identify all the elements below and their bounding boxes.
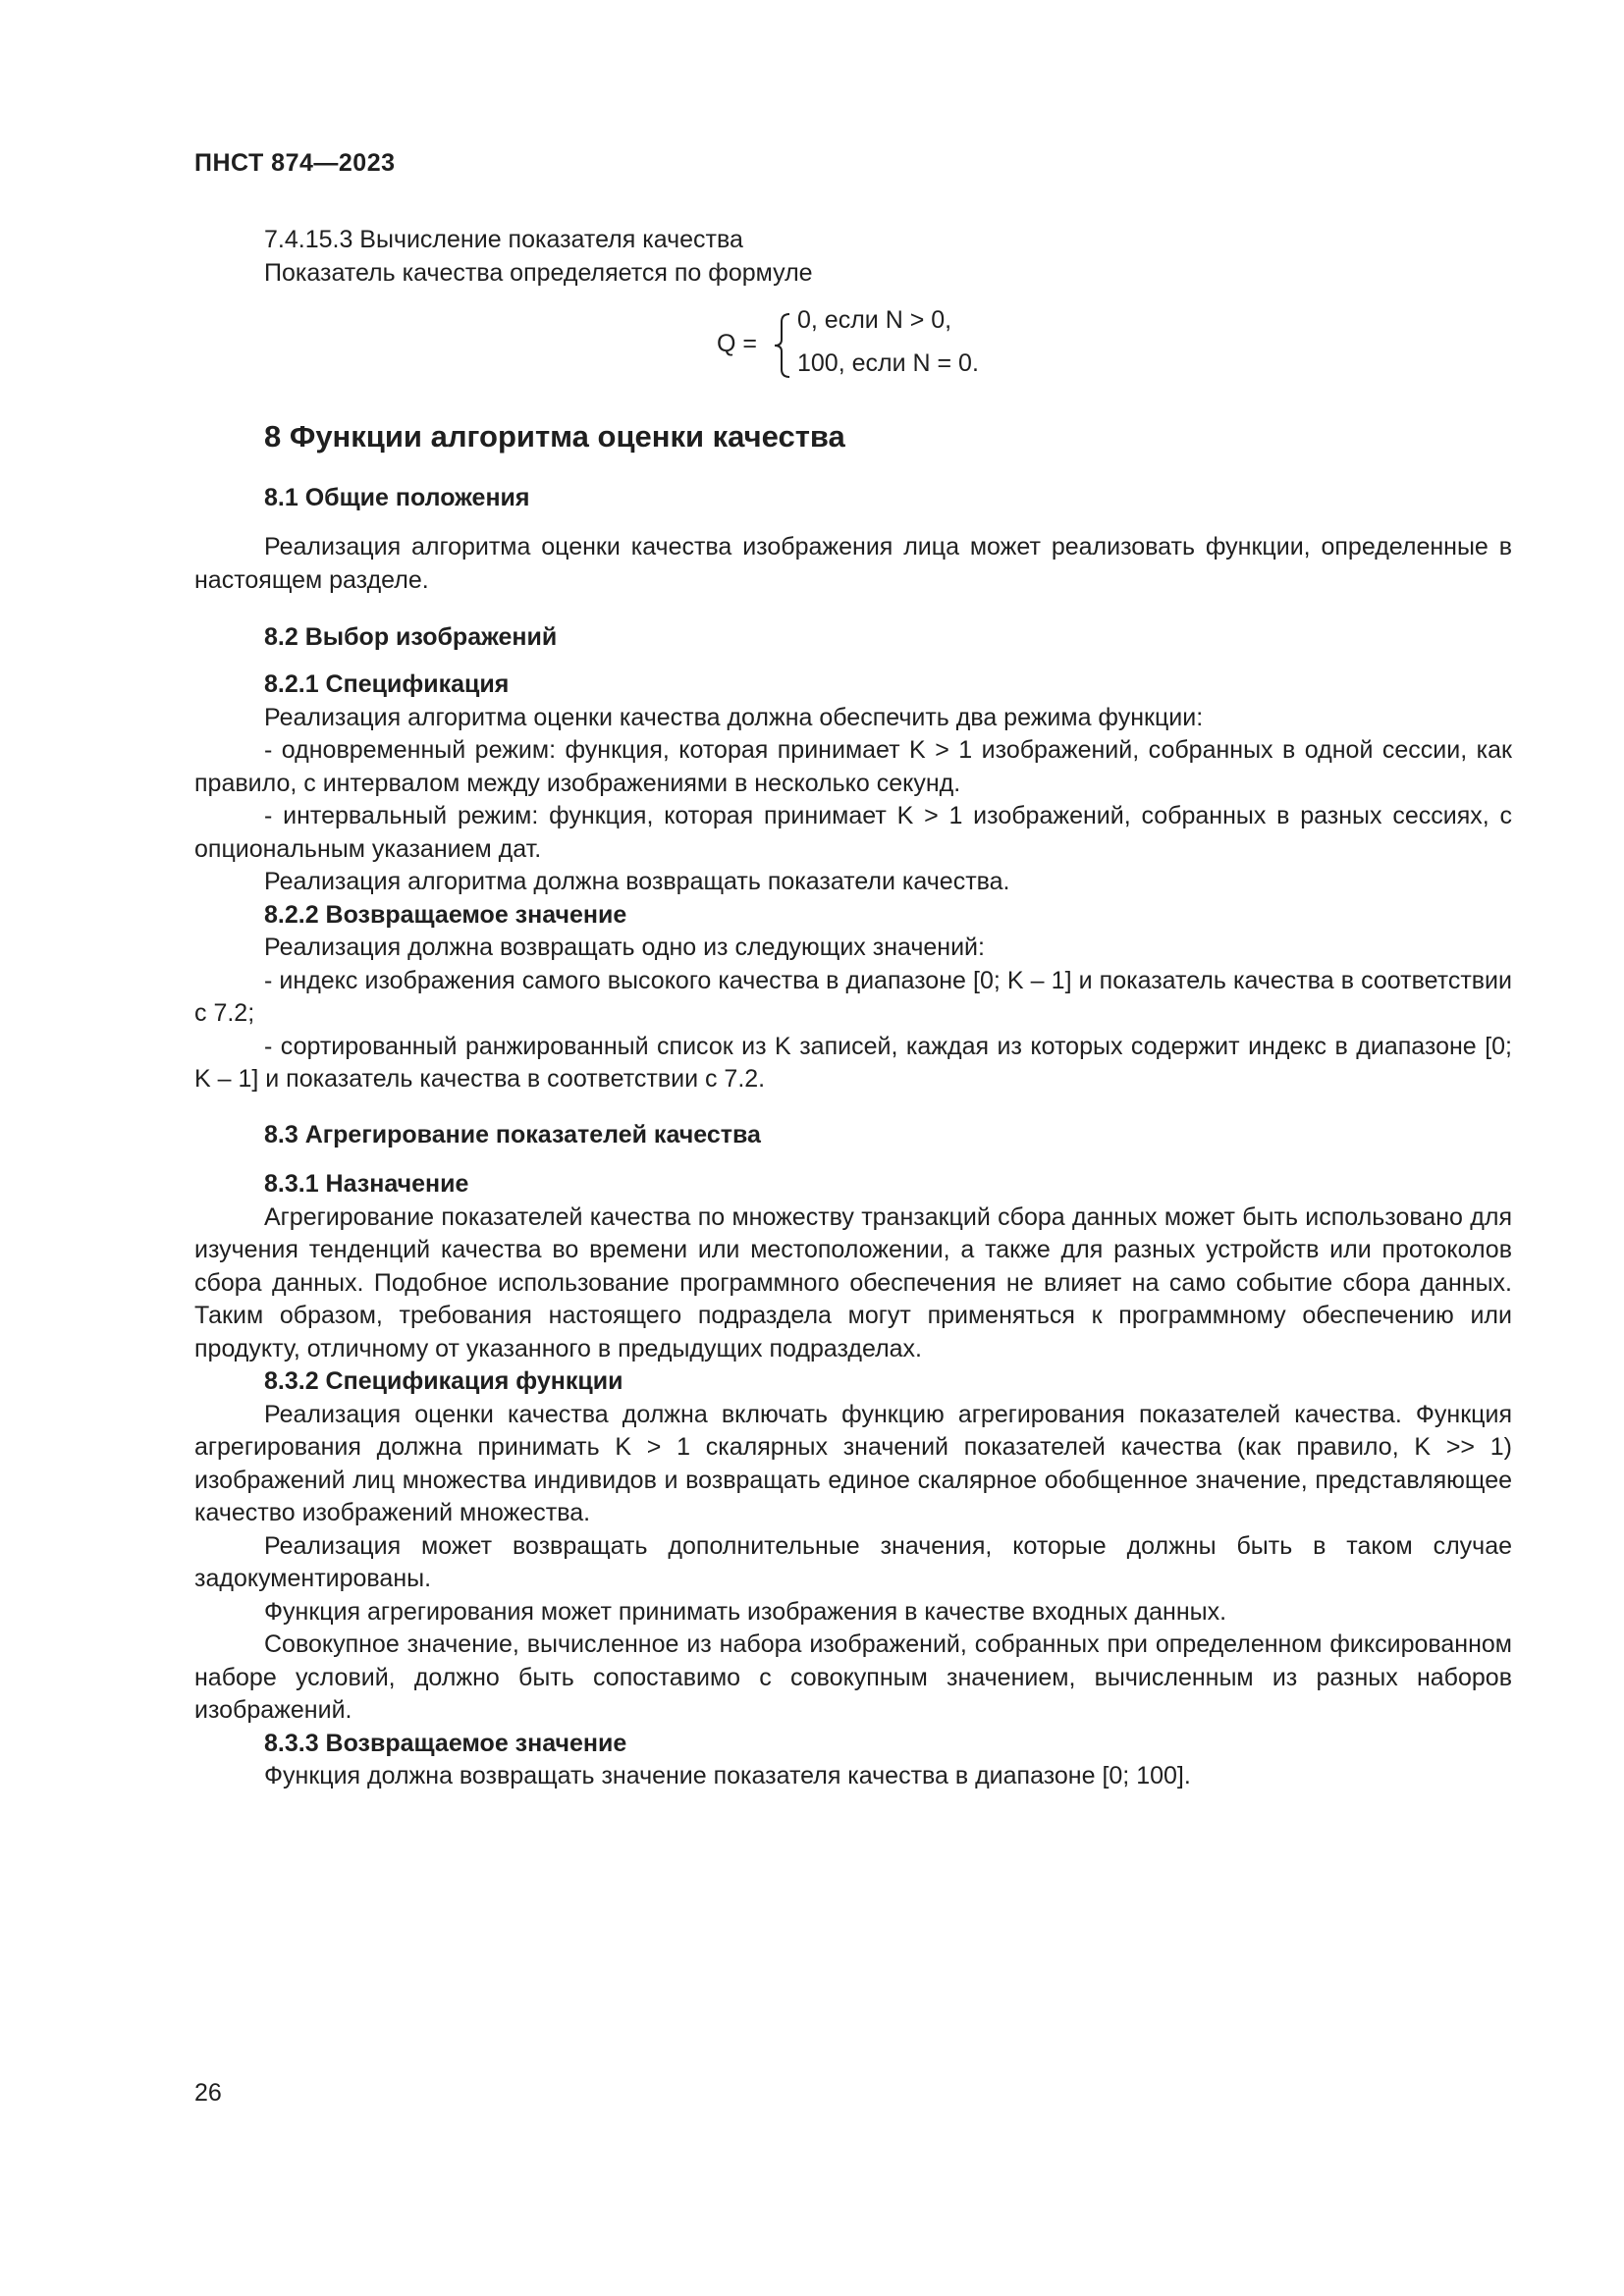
section-title-8-2-1: 8.2.1 Спецификация	[264, 670, 510, 698]
paragraph: Реализация может возвращать дополнительные значения, которые должны быть в таком случае задокументированы.	[194, 1531, 1512, 1592]
paragraph: Функция агрегирования может принимать изображения в качестве входных данных.	[264, 1597, 1227, 1626]
page-number: 26	[194, 2079, 222, 2107]
curly-brace-icon	[772, 312, 793, 379]
section-8-2	[194, 621, 1512, 655]
list-item: - одновременный режим: функция, которая принимает K > 1 изображений, собранных в одной сессии, как правило, с интервалом между изображениями в несколько секунд.	[194, 736, 1512, 797]
formula-lhs: Q =	[717, 330, 757, 357]
section-title-7-4-15-3: 7.4.15.3 Вычисление показателя качества	[264, 226, 743, 253]
paragraph: Функция должна возвращать значение показателя качества в диапазоне [0; 100].	[264, 1762, 1191, 1789]
section-title-8-3-3: 8.3.3 Возвращаемое значение	[264, 1729, 627, 1757]
quality-formula	[717, 306, 1031, 385]
list-item: - интервальный режим: функция, которая принимает K > 1 изображений, собранных в разных сессиях, с опциональным указанием дат.	[194, 802, 1512, 863]
paragraph: Реализация алгоритма оценки качества изображения лица может реализовать функции, определенные в настоящем разделе.	[194, 533, 1512, 594]
section-title-8-2-2: 8.2.2 Возвращаемое значение	[264, 900, 627, 929]
section-title-8-3-2: 8.3.2 Спецификация функции	[264, 1367, 623, 1395]
section-7-4-15-3	[194, 224, 1512, 290]
section-title-8-3: 8.3 Агрегирование показателей качества	[264, 1121, 761, 1148]
paragraph: Реализация алгоритма оценки качества должна обеспечить два режима функции:	[264, 703, 1204, 731]
formula-intro: Показатель качества определяется по формуле	[264, 258, 813, 287]
section-8-3-1	[194, 1168, 1512, 1793]
section-8-3	[194, 1119, 1512, 1152]
paragraph: Реализация оценки качества должна включать функцию агрегирования показателей качества. Функция агрегирования должна принимать K > 1 скалярных значений показателей качества (как правило, K >> 1) изображений лиц множества индивидов и возвращать единое скалярное обобщенное значение, представляющее качество изображений множества.	[194, 1400, 1512, 1526]
section-title-8-1: 8.1 Общие положения	[264, 484, 530, 511]
section-8-2-1	[194, 668, 1512, 1096]
paragraph: Реализация должна возвращать одно из следующих значений:	[264, 934, 985, 961]
section-title-8-2: 8.2 Выбор изображений	[264, 623, 558, 651]
section-title-8: 8 Функции алгоритма оценки качества	[264, 419, 845, 454]
paragraph: Совокупное значение, вычисленное из набора изображений, собранных при определенном фиксированном наборе условий, должно быть сопоставимо с совокупным значением, вычисленным из разных наборов изображений.	[194, 1630, 1512, 1724]
formula-case-1: 0, если N > 0,	[797, 306, 952, 334]
document-code: ПНСТ 874—2023	[194, 149, 396, 177]
formula-case-2: 100, если N = 0.	[797, 349, 979, 377]
paragraph: Реализация алгоритма должна возвращать показатели качества.	[264, 868, 1010, 895]
section-8	[194, 420, 1512, 454]
list-item: - индекс изображения самого высокого качества в диапазоне [0; K – 1] и показатель качества в соответствии с 7.2;	[194, 966, 1512, 1027]
section-8-1-body	[194, 531, 1512, 597]
paragraph: Агрегирование показателей качества по множеству транзакций сбора данных может быть использовано для изучения тенденций качества во времени или местоположении, а также для разных устройств или протоколов сбора данных. Подобное использование программного обеспечения не влияет на само событие сбора данных. Таким образом, требования настоящего подраздела могут применяться к программному обеспечению или продукту, отличному от указанного в предыдущих подразделах.	[194, 1202, 1512, 1362]
section-title-8-3-1: 8.3.1 Назначение	[264, 1170, 469, 1198]
section-8-1	[194, 482, 1512, 515]
list-item: - сортированный ранжированный список из K записей, каждая из которых содержит индекс в диапазоне [0; K – 1] и показатель качества в соответствии с 7.2.	[194, 1032, 1512, 1093]
